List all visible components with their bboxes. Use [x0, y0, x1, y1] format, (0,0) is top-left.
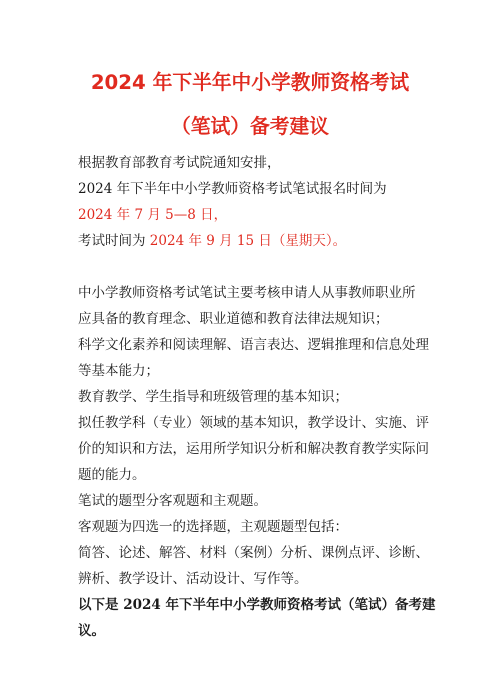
body-line-9: 笔试的题型分客观题和主观题。 [78, 493, 267, 509]
body-line-14: 议。 [78, 623, 105, 639]
body-line-13: 以下是 2024 年下半年中小学教师资格考试（笔试）备考建 [78, 597, 436, 613]
notice-line-2: 2024 年下半年中小学教师资格考试笔试报名时间为 [78, 181, 387, 197]
exam-date-line [78, 232, 438, 250]
body-line-4: 等基本能力； [78, 363, 159, 379]
notice-line-1: 根据教育部教育考试院通知安排， [78, 155, 281, 171]
body-line-3: 科学文化素养和阅读理解、语言表达、逻辑推理和信息处理 [78, 337, 429, 353]
exam-date-label: 考试时间为 [78, 233, 150, 249]
body-line-7: 价的知识和方法，运用所学知识分析和解决教育教学实际问 [78, 441, 429, 457]
body-line-8: 题的能力。 [78, 467, 146, 483]
body-line-5: 教育教学、学生指导和班级管理的基本知识； [78, 389, 348, 405]
body-line-12: 辨析、教学设计、活动设计、写作等。 [78, 571, 308, 587]
body-line-11: 简答、论述、解答、材料（案例）分析、课例点评、诊断、 [78, 545, 429, 561]
exam-date: 2024 年 9 月 15 日（星期天）。 [149, 233, 347, 249]
body-line-6: 拟任教学科（专业）领域的基本知识，教学设计、实施、评 [78, 415, 429, 431]
body-line-1: 中小学教师资格考试笔试主要考核申请人从事教师职业所 [78, 285, 416, 301]
document-title-line-1: 2024 年下半年中小学教师资格考试 [90, 71, 410, 94]
registration-date: 2024 年 7 月 5—8 日， [78, 207, 228, 223]
document-title-line-2: （笔试）备考建议 [171, 115, 329, 138]
body-line-2: 应具备的教育理念、职业道德和教育法律法规知识； [78, 311, 389, 327]
body-line-10: 客观题为四选一的选择题，主观题题型包括： [78, 519, 348, 535]
